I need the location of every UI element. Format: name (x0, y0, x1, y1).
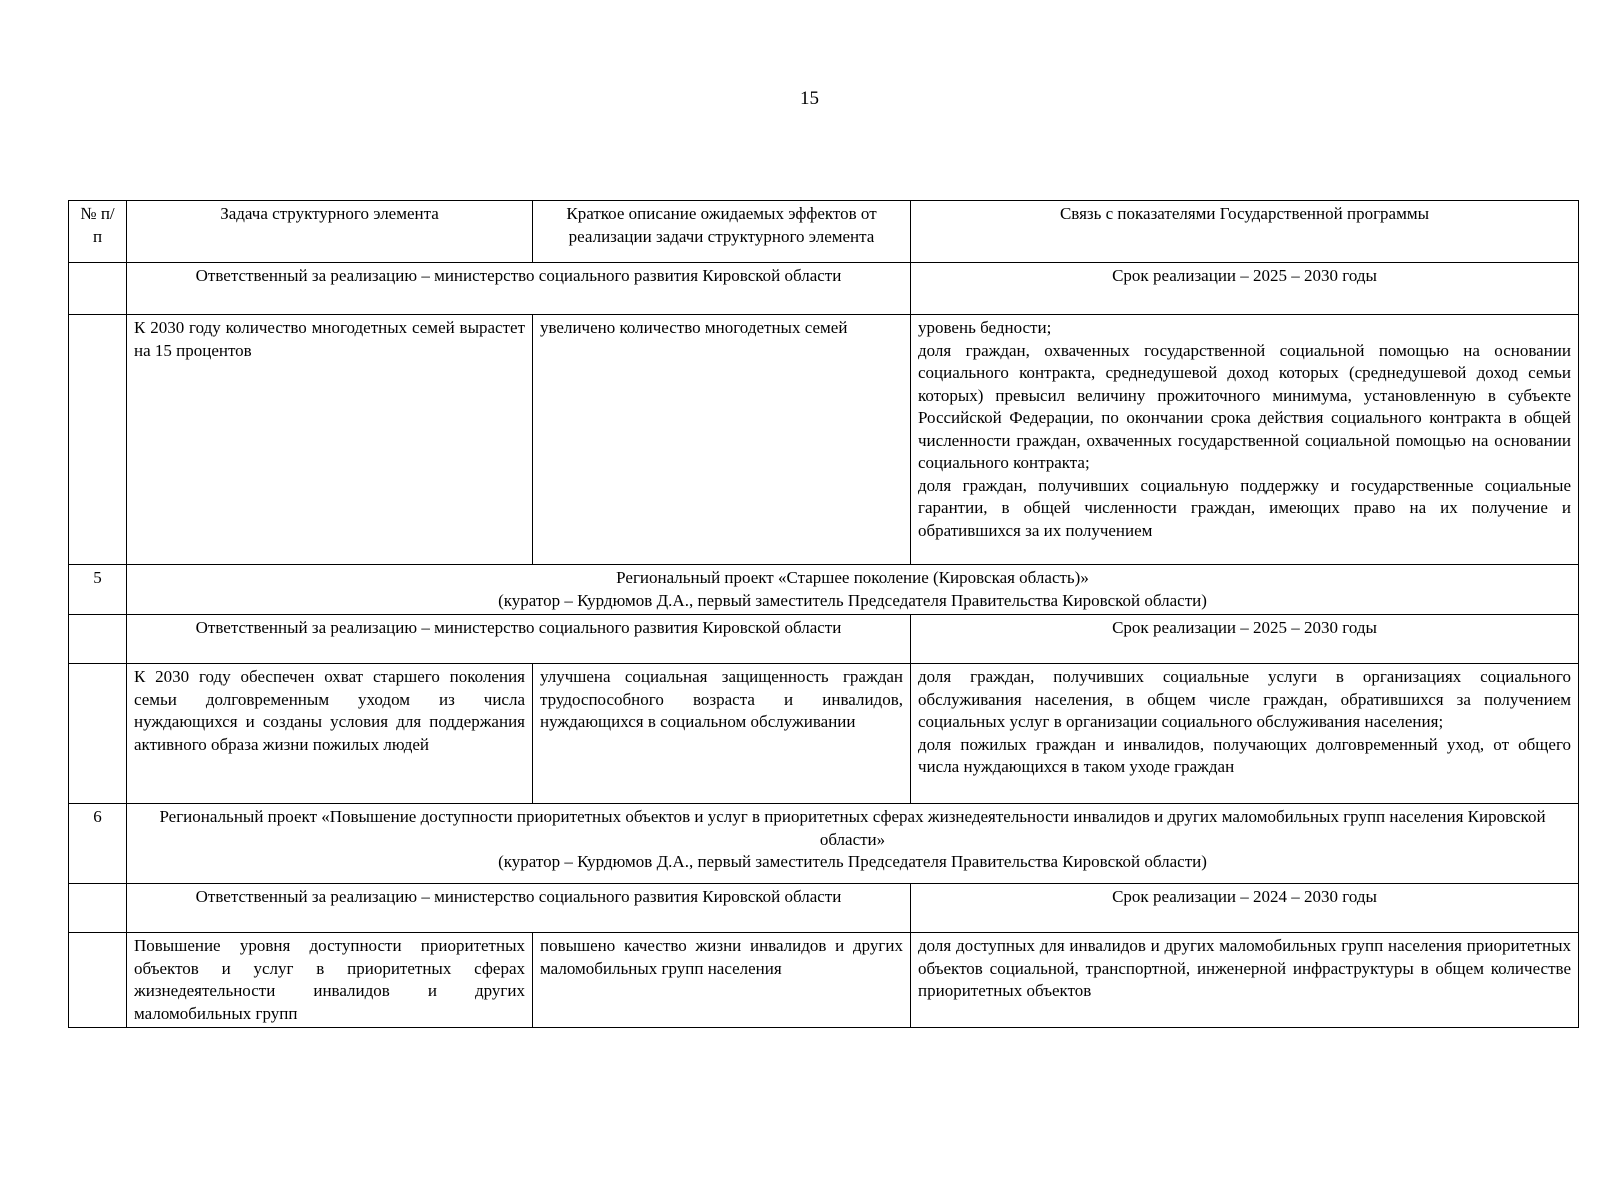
indicator-item: доля граждан, охваченных государственной социальной помощью на основании социального контракта, среднедушевой доход которых (среднедушевой доход семьи которых) превысил величину прожиточного минимума, установленную в субъекте Российской Федерации, по окончании срока действия социального контракта в общей численности граждан, охваченных государственной социальной помощью на основании социального контракта; (918, 340, 1571, 472)
term-text: Срок реализации – 2024 – 2030 годы (911, 884, 1579, 933)
indicator-item: доля граждан, получивших социальную поддержку и государственные социальные гарантии, в общей численности граждан, имеющих право на их получение и обратившихся за их получением (918, 475, 1571, 540)
responsible-text: Ответственный за реализацию – министерство социального развития Кировской области (127, 263, 911, 315)
task-row (69, 664, 1579, 804)
task-row (69, 933, 1579, 1028)
responsible-row (69, 615, 1579, 664)
program-table (68, 200, 1579, 1028)
task-row (69, 315, 1579, 565)
task-text: К 2030 году количество многодетных семей вырастет на 15 процентов (127, 315, 533, 565)
indicator-item: уровень бедности; (918, 318, 1052, 337)
responsible-row (69, 263, 1579, 315)
indicator-item: доля доступных для инвалидов и других маломобильных групп населения приоритетных объектов социальной, транспортной, инженерной инфраструктуры в общем количестве приоритетных объектов (918, 936, 1571, 1000)
indicator-item: доля граждан, получивших социальные услуги в организациях социального обслуживания населения, в общем числе граждан, обратившихся за получением социальных услуг в организации социального обслуживания населения; (918, 667, 1571, 731)
task-text: К 2030 году обеспечен охват старшего поколения семьи долговременным уходом из числа нуждающихся и созданы условия для поддержания активного образа жизни пожилых людей (127, 664, 533, 804)
project-title-cell (127, 565, 1579, 615)
responsible-row (69, 884, 1579, 933)
indicators-cell (911, 933, 1579, 1028)
indicators-cell (911, 315, 1579, 565)
empty-num-cell (69, 315, 127, 565)
empty-num-cell (69, 933, 127, 1028)
responsible-text: Ответственный за реализацию – министерство социального развития Кировской области (127, 884, 911, 933)
project-title: Региональный проект «Повышение доступности приоритетных объектов и услуг в приоритетных сферах жизнедеятельности инвалидов и других маломобильных групп населения Кировской области» (159, 807, 1546, 849)
effect-text: повышено качество жизни инвалидов и других маломобильных групп населения (533, 933, 911, 1028)
project-title-cell (127, 804, 1579, 884)
project-row (69, 565, 1579, 615)
project-title: Региональный проект «Старшее поколение (Кировская область)» (616, 568, 1089, 587)
indicator-item: доля пожилых граждан и инвалидов, получающих долговременный уход, от общего числа нуждающихся в таком уходе граждан (918, 734, 1571, 776)
project-curator: (куратор – Курдюмов Д.А., первый заместитель Председателя Правительства Кировской области) (498, 852, 1207, 871)
header-num: № п/п (69, 201, 127, 263)
empty-num-cell (69, 615, 127, 664)
responsible-text: Ответственный за реализацию – министерство социального развития Кировской области (127, 615, 911, 664)
effect-text: улучшена социальная защищенность граждан трудоспособного возраста и инвалидов, нуждающихся в социальном обслуживании (533, 664, 911, 804)
project-curator: (куратор – Курдюмов Д.А., первый заместитель Председателя Правительства Кировской области) (498, 590, 1207, 610)
task-text: Повышение уровня доступности приоритетных объектов и услуг в приоритетных сферах жизнедеятельности инвалидов и других маломобильных групп (127, 933, 533, 1028)
term-text: Срок реализации – 2025 – 2030 годы (911, 263, 1579, 315)
empty-num-cell (69, 664, 127, 804)
empty-num-cell (69, 263, 127, 315)
table-header-row (69, 201, 1579, 263)
effect-text: увеличено количество многодетных семей (533, 315, 911, 565)
project-row (69, 804, 1579, 884)
project-number: 5 (69, 565, 127, 615)
term-text: Срок реализации – 2025 – 2030 годы (911, 615, 1579, 664)
header-task: Задача структурного элемента (127, 201, 533, 263)
project-number: 6 (69, 804, 127, 884)
page-number: 15 (800, 88, 819, 109)
header-link: Связь с показателями Государственной программы (911, 201, 1579, 263)
indicators-cell (911, 664, 1579, 804)
header-effects: Краткое описание ожидаемых эффектов от реализации задачи структурного элемента (533, 201, 911, 263)
empty-num-cell (69, 884, 127, 933)
